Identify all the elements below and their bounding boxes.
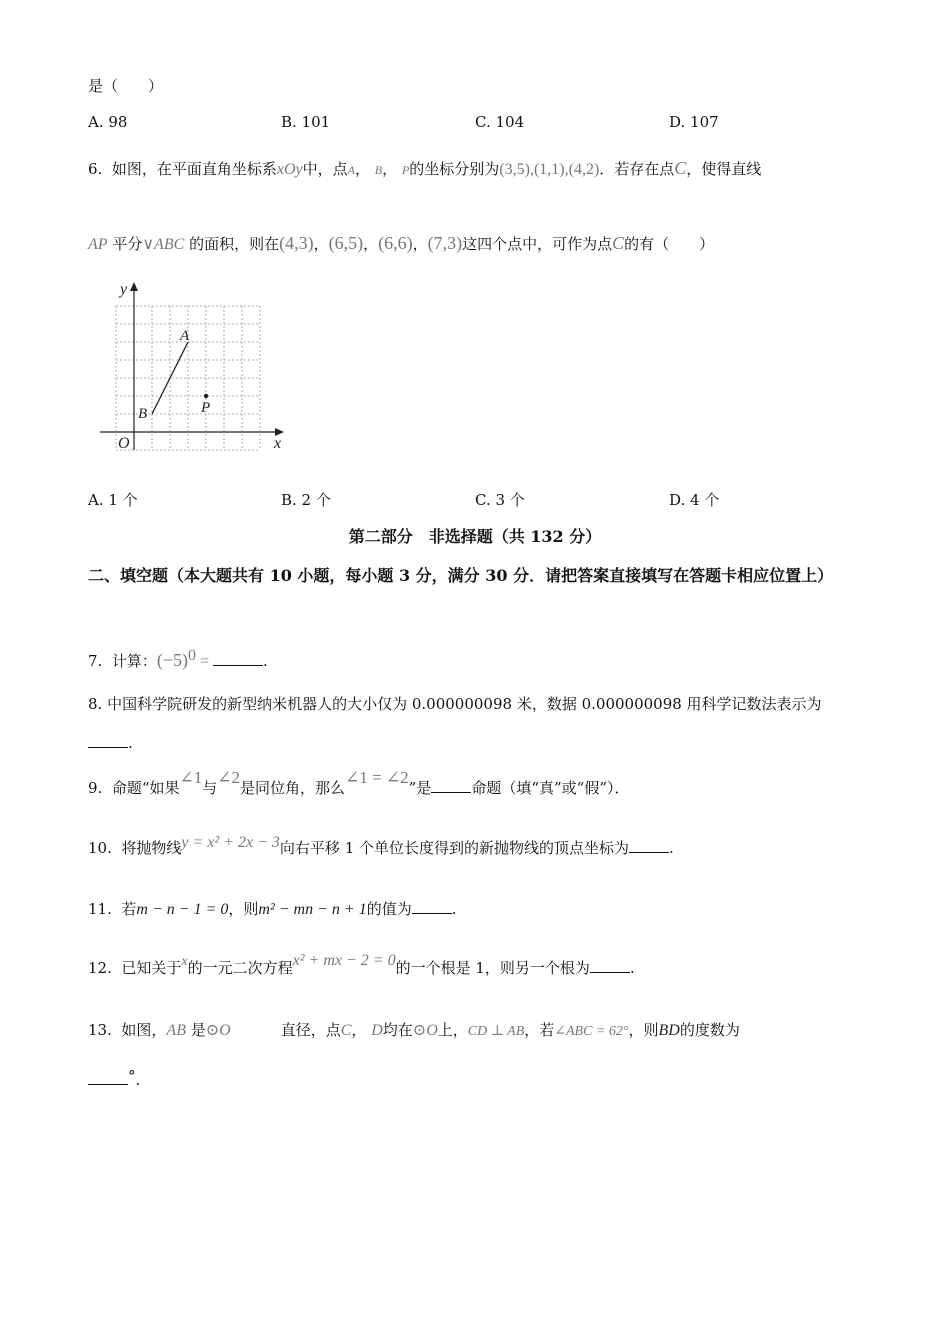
- q12-answer-blank[interactable]: [590, 958, 630, 973]
- point-a-label: A: [180, 328, 190, 344]
- q6-choice-a[interactable]: A. 1 个: [88, 491, 138, 509]
- q13-line2: °.: [88, 1070, 140, 1090]
- origin-label: O: [118, 435, 130, 452]
- y-axis-arrow: [130, 282, 138, 291]
- q10: 10. 将抛物线y = x² + 2x − 3向右平移 1 个单位长度得到的新抛物线的顶点坐标为 .: [88, 834, 674, 857]
- q6-choice-b[interactable]: B. 2 个: [281, 491, 331, 509]
- q9-answer-blank[interactable]: [431, 778, 471, 793]
- point-b-label: B: [138, 406, 148, 422]
- q13-answer-blank[interactable]: [88, 1070, 128, 1085]
- q5-choice-b[interactable]: B. 101: [281, 113, 331, 131]
- point-p: [204, 394, 208, 398]
- q12: 12. 已知关于x的一元二次方程x² + mx − 2 = 0的一个根是 1，则另一个根为 .: [88, 952, 635, 977]
- coordinate-grid-figure: [96, 278, 292, 458]
- q10-answer-blank[interactable]: [629, 838, 669, 853]
- q8-answer-blank[interactable]: [88, 733, 128, 748]
- q8-line1: 8. 中国科学院研发的新型纳米机器人的大小仅为 0.000000098 米，数据 0.000000098 用科学记数法表示为: [88, 695, 822, 713]
- q5-tail: 是（ ）: [88, 77, 164, 95]
- arc-bd: BD: [658, 1022, 680, 1039]
- section2-heading: 二、填空题（本大题共有 10 小题，每小题 3 分，满分 30 分．请把答案直接填写在答题卡相应位置上）: [88, 566, 834, 585]
- q5-choice-a[interactable]: A. 98: [88, 113, 128, 131]
- y-axis-label: y: [120, 281, 128, 298]
- q6-choice-d[interactable]: D. 4 个: [669, 491, 720, 509]
- q6-line2: AP 平分∨ABC 的面积，则在(4,3)，(6,5)，(6,6)，(7,3)这四个点中，可作为点C的有（ ）: [88, 233, 715, 253]
- q6-choice-c[interactable]: C. 3 个: [475, 491, 525, 509]
- q5-choice-d[interactable]: D. 107: [669, 113, 719, 131]
- q11: 11. 若m − n − 1 = 0，则m² − mn − n + 1的值为 .: [88, 900, 457, 918]
- q7-answer-blank[interactable]: [213, 651, 263, 666]
- q13-line1: 13. 如图，AB 是⊙O 直径，点C， D均在⊙O上，CD ⊥ AB，若∠ABC = 62°，则BD的度数为: [88, 1021, 740, 1039]
- q6-line1: 6. 如图，在平面直角坐标系xOy中，点A， B， P的坐标分别为(3,5),(1,1),(4,2)．若存在点C，使得直线: [88, 158, 762, 178]
- part2-title: 第二部分 非选择题（共 132 分）: [348, 527, 602, 546]
- q11-answer-blank[interactable]: [412, 899, 452, 914]
- q9: 9. 命题“如果∠1与∠2是同位角，那么∠1 = ∠2”是 命题（填“真”或“假”）．: [88, 768, 630, 797]
- q8-line2: .: [88, 733, 133, 753]
- point-p-label: P: [201, 400, 211, 416]
- q5-choice-c[interactable]: C. 104: [475, 113, 525, 131]
- q7: 7. 计算：$(-5)^0$ = .: [88, 647, 268, 670]
- x-axis-label: x: [274, 435, 282, 452]
